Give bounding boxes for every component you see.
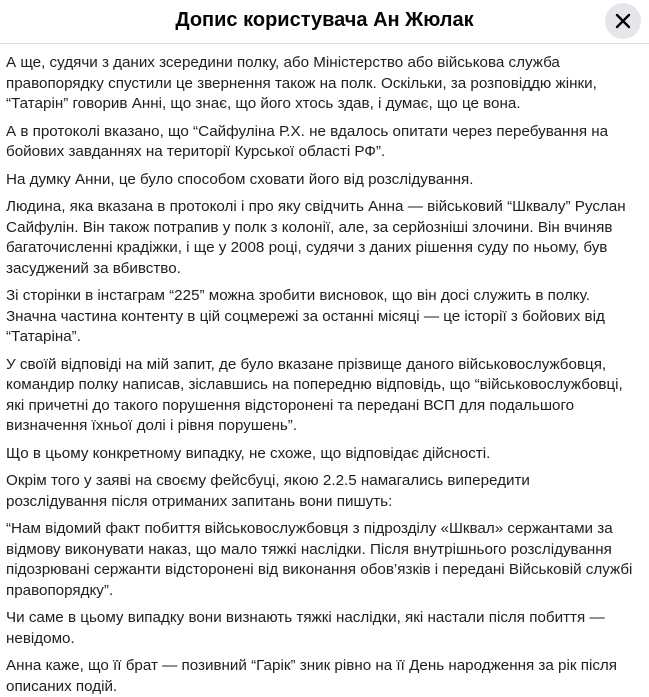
post-paragraph: “Нам відомий факт побиття військовослужбовця з підрозділу «Шквал» сержантами за відмову виконувати наказ, що мало тяжкі наслідки. Після внутрішнього розслідування підозрювані сержанти відсторонені від виконання обов’язків і передані Військовій службі правопорядку”. <box>6 520 633 599</box>
post-paragraph: На думку Анни, це було способом сховати його від розслідування. <box>6 170 474 188</box>
close-button[interactable] <box>605 3 641 39</box>
post-paragraph: У своїй відповіді на мій запит, де було вказане прізвище даного військовослужбовця, командир полку написав, зіславшись на попередню відповідь, що “військовослужбовці, які причетні до такого порушення відсторонені та передані ВСП для подальшого визначення їхньої долі і рівня порушень”. <box>6 355 623 434</box>
post-paragraph: Чи саме в цьому випадку вони визнають тяжкі наслідки, які настали після побиття — невідомо. <box>6 609 605 647</box>
post-paragraph: Людина, яка вказана в протоколі і про яку свідчить Анна — військовий “Шквалу” Руслан Сайфулін. Він також потрапив у полк з колонії, але, за серйозніші злочини. Він вчиняв багаточисленні крадіжки, і ще у 2008 році, судячи з даних рішення суду по ньому, був засуджений за вбивство. <box>6 198 626 277</box>
post-body <box>0 44 649 695</box>
post-paragraph: А ще, судячи з даних зсередини полку, або Міністерство або військова служба правопорядку спустили це звернення також на полк. Оскільки, за розповіддю жінки, “Татарін” говорив Анні, що знає, що його хтось здав, і думає, що це вона. <box>6 54 597 112</box>
post-paragraph: А в протоколі вказано, що “Сайфуліна Р.Х. не вдалось опитати через перебування на бойових завданнях на території Курської області РФ”. <box>6 122 609 160</box>
close-icon <box>615 13 631 29</box>
post-paragraph: Окрім того у заяві на своєму фейсбуці, якою 2.2.5 намагались випередити розслідування після отриманих запитань вони пишуть: <box>6 472 530 510</box>
post-paragraph: Анна каже, що її брат — позивний “Гарік” зник рівно на її День народження за рік після описаних подій. <box>6 657 618 695</box>
post-paragraph: Що в цьому конкретному випадку, не схоже, що відповідає дійсності. <box>6 444 491 462</box>
post-paragraph: Зі сторінки в інстаграм “225” можна зробити висновок, що він досі служить в полку. Значна частина контенту в цій соцмережі за останні місяці — це історії з бойових від “Татаріна”. <box>6 287 605 345</box>
dialog-header <box>0 0 649 44</box>
dialog-title: Допис користувача Ан Жюлак <box>175 9 474 31</box>
